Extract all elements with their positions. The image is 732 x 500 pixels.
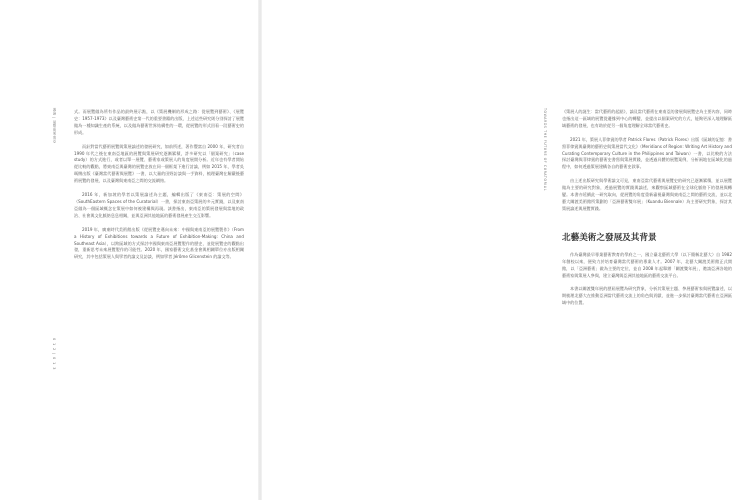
paragraph: 2021 年，策展人菲律賓的學者 Patrick Flores（Patrick Flores）出版《區域的記憶：書寫菲律賓與臺灣的藝術史與策展當代文化》（Meridians of Region: Writing Art History and Curating Contemporary Culture in the Philippines and Taiwan）一書，以比較的方法探討臺灣與菲律賓的藝術史書寫與策展實踐，並透過具體的展覽案例，分析兩地在區域化的過程中，如何透過策展建構各自的藝術史敘事。 xyxy=(562,136,732,170)
paragraph: 2019 年，廣東時代美術館出版《從展覽史邁向未來：中國與東南亞的展覽製作》（From a History of Exhibitions towards a Future of Exhibition-Making: China and Southeast Asia），以跨區域的方式探討中國與東南亞展覽製作的歷史，並從展覽史的觀點出發，重新思考未來展覽製作的可能性。2020 年，國家藝術文化基金會與相關單位亦出版相關研究，其中包括策展人與學者的論文及訪談，例如學者 Jérôme Glicenstein 的論文等。 xyxy=(74,226,244,260)
paragraph: 作為臺灣最早專業藝術教育的學府之一，國立臺北藝術大學（以下簡稱北藝大）自 1982 年創校以來，便致力於培育臺灣當代藝術的專業人才。2007 年，北藝大關渡美術館正式開館，以「亞洲藝術」做為主要的定位，並自 2008 年起舉辦「關渡雙年展」，邀請亞洲各地的藝術家與策展人參與，建立臺灣與亞洲其他地區的藝術交流平台。 xyxy=(562,251,732,278)
paragraph: 2016 年，新加坡的學者以策展論述為主題，編輯出版了《東南亞：策展的空間》（SouthEastern Spaces of the Curatorial）一書，探討東南亞策展的多元實踐，以及東南亞做為一個區域概念在策展中如何被建構與再現。該書指出，東南亞的策展發展與當地的政治、社會與文化脈絡息息相關，並與亞洲其他地區的藝術發展產生交互影響。 xyxy=(74,192,244,218)
running-head-right: TOWARDS THE FUTURE OF CURATORIAL xyxy=(543,108,547,192)
paragraph: 《策展人的誕生：當代藝術的起點》，論及當代藝術在東南亞的發展與展覽史為主要內容，同時也指出這一區域的展覽從邊緣到中心的轉變，並提出以個案研究的方式，能夠更深入地理解區域藝術的發展，也有助於從另一個角度理解全球當代藝術史。 xyxy=(562,109,732,128)
right-page xyxy=(260,0,732,500)
running-head-left: 導論 | 展覽與東南亞 xyxy=(52,108,56,144)
left-page xyxy=(0,0,260,500)
paragraph: 本書以關渡雙年展的歷屆展覽為研究對象，分析其策展主題、參展藝術家與展覽論述，以期梳理北藝大在推動亞洲當代藝術交流上的角色與貢獻，並進一步探討臺灣當代藝術在亞洲區域中的位置。 xyxy=(562,286,732,306)
section-heading: 北藝美術之發展及其背景 xyxy=(562,232,657,243)
right-text-column xyxy=(562,109,732,307)
paragraph: 而針對當代藝術展覽與策展論述的發展研究，如前所述，著作豐富自 2000 年，研究者自 1990 年代之後在東南亞地區的展覽與策展研究逐漸累積，許多研究以「個案研究」（case study）的方式進行，或者以單一展覽、藝術家或策展人的角度展開分析。近年也有學者開始從比較的觀點，將東南亞與臺灣的展覽史放在同一個框架下進行討論，例如 2015 年，學者吳瑪悧出版《臺灣當代藝術與展覽》一書，以大量的田野訪談與一手資料，梳理臺灣在解嚴後藝術展覽的發展，以及臺灣與東南亞之間的交流網絡。 xyxy=(74,143,244,184)
left-text-column xyxy=(74,109,244,261)
page-folio: 0 1 2 | 0 1 3 xyxy=(52,338,56,371)
paragraph: 式。而展覽做為所有作品的最終展示點，以《策展機制的形成之路：從展覽到藝術》、《展覽史：1957-1973》以及臺灣藝術史第一代的重要書籍的出版，上述這些研究則分別探討了展覽做為一種知識生產的系統，以及做為藝術世界結構性的一環，從展覽的形式回看一段藝術史的形成。 xyxy=(74,109,244,135)
paragraph: 由上述出版研究與學術論文可見，東南亞當代藝術與展覽史的研究已逐漸累積，並以展覽做為主要的研究對象，透過展覽的實踐與論述，來觀察區域藝術在全球化脈絡下的發展與轉變。本書亦延續此一研究取向，從展覽的角度重新審視臺灣與東南亞之間的藝術交流，並以北藝大關渡美術館所策劃的「亞洲藝術雙年展」（Kuandu Biennale）為主要研究對象，探討其策展論述與展覽實踐。 xyxy=(562,178,732,211)
